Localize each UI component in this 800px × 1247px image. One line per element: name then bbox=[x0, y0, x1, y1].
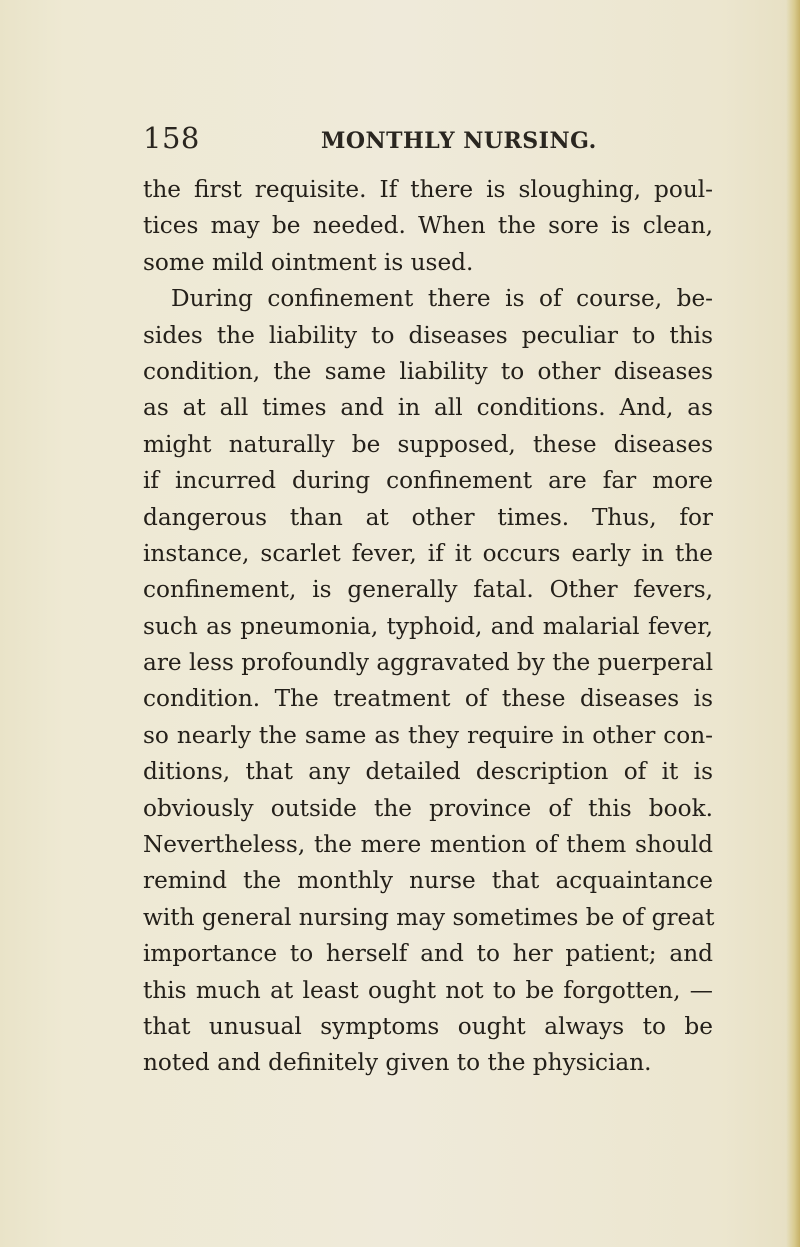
text-line: During confinement there is of course, be- bbox=[171, 285, 713, 313]
text-line: that unusual symptoms ought always to be bbox=[143, 1012, 713, 1040]
text-line: tices may be needed. When the sore is clean, bbox=[143, 212, 713, 240]
text-line: ditions, that any detailed description of it is bbox=[143, 758, 713, 786]
text-line: such as pneumonia, typhoid, and malarial fever, bbox=[143, 612, 713, 640]
text-line: dangerous than at other times. Thus, for bbox=[143, 503, 713, 531]
text-line: some mild ointment is used. bbox=[143, 248, 474, 276]
text-line: Nevertheless, the mere mention of them should bbox=[143, 831, 713, 859]
text-line: sides the liability to diseases peculiar to this bbox=[143, 321, 713, 349]
text-line: condition, the same liability to other diseases bbox=[143, 357, 713, 385]
text-line: importance to herself and to her patient; and bbox=[143, 940, 713, 968]
text-line: confinement, is generally fatal. Other fevers, bbox=[143, 576, 713, 604]
text-line: so nearly the same as they require in other con- bbox=[143, 721, 713, 749]
text-line: remind the monthly nurse that acquaintance bbox=[143, 867, 713, 895]
text-line: the first requisite. If there is sloughing, poul- bbox=[143, 176, 713, 203]
text-line: if incurred during confinement are far more bbox=[143, 467, 713, 495]
page-number: 158 bbox=[143, 121, 200, 155]
text-line: condition. The treatment of these diseases is bbox=[143, 685, 713, 713]
page-edge-shadow bbox=[786, 0, 800, 1247]
body-text bbox=[143, 172, 713, 1082]
text-line: with general nursing may sometimes be of great bbox=[143, 903, 715, 931]
text-line: are less profoundly aggravated by the puerperal bbox=[143, 649, 714, 677]
running-head bbox=[143, 118, 703, 158]
text-line: this much at least ought not to be forgotten, — bbox=[143, 976, 713, 1004]
text-line: instance, scarlet fever, if it occurs early in the bbox=[143, 539, 713, 567]
text-line: obviously outside the province of this book. bbox=[143, 794, 713, 822]
text-line: as at all times and in all conditions. And, as bbox=[143, 394, 713, 422]
running-head-title: MONTHLY NURSING. bbox=[321, 128, 597, 154]
text-line: noted and definitely given to the physician. bbox=[143, 1049, 652, 1077]
text-line: might naturally be supposed, these diseases bbox=[143, 430, 713, 458]
